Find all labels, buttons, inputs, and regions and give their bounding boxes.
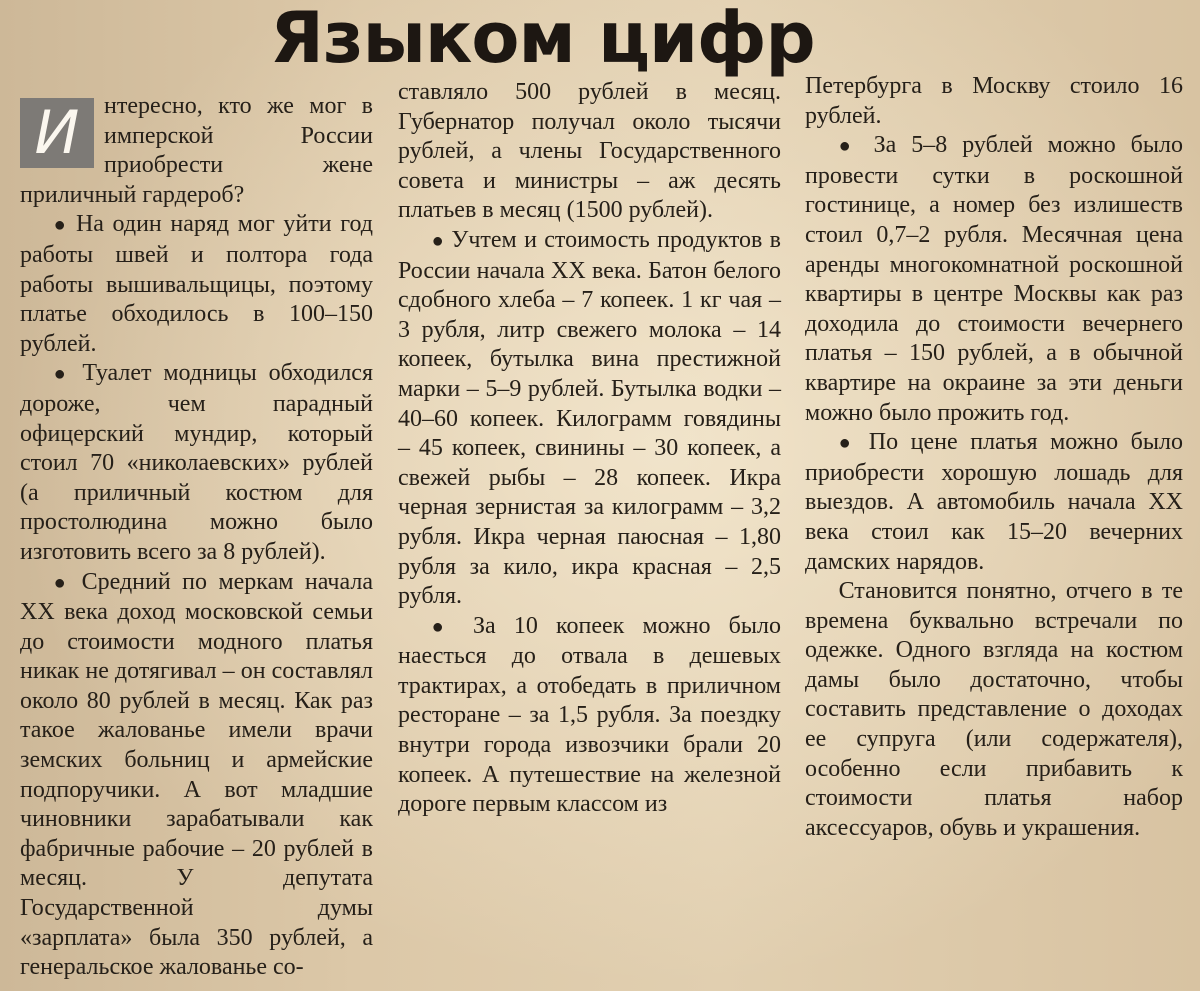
paragraph-hotel-rent: ● За 5–8 рублей можно было провести сутки в роскошной гостинице, а номер без излишеств стоил 0,7–2 рубля. Месячная цена аренды многокомнатной роскошной квартиры в центре Москвы как раз доходила до стоимости вечернего платья – 150 рублей, а в обычной квартире на окраине за эти деньги можно было прожить год. xyxy=(805,131,1183,428)
drop-cap: И xyxy=(20,98,94,168)
paragraph-conclusion: Становится понятно, отчего в те времена буквально встречали по одежке. Одного взгляда на костюм дамы было достаточно, чтобы составить представление о доходах ее супруга (или содержателя), особенно если прибавить к стоимости платья набор аксессуаров, обувь и украшения. xyxy=(805,578,1183,841)
paragraph-family-income: ● Средний по меркам начала XX века доход московской семьи до стоимости модного платья никак не дотягивал – он составлял около 80 рублей в месяц. Как раз такое жалованье имели врачи земских больниц и армейские подпоручики. А вот младшие чиновники зарабатывали как фабричные рабочие – 20 рублей в месяц. У депутата Государственной думы «зарплата» была 350 рублей, а генеральское жалованье со- xyxy=(20,568,373,983)
article-column-2 xyxy=(398,78,781,820)
article-column-1 xyxy=(20,92,373,983)
article-headline: Языком цифр xyxy=(270,0,815,79)
paragraph-dress-cost: ● На один наряд мог уйти год работы швей и полтора года работы вышивальщицы, поэтому платье обходилось в 100–150 рублей. xyxy=(20,210,373,359)
paragraph-train-fare: Петербурга в Москву стоило 16 рублей. xyxy=(805,73,1183,129)
paragraph-food-prices: ● Учтем и стоимость продуктов в России начала XX века. Батон белого сдобного хлеба – 7 копеек. 1 кг чая – 3 рубля, литр свежего молока – 14 копеек, бутылка вина престижной марки – 5–9 рублей. Бутылка водки – 40–60 копеек. Килограмм говядины – 45 копеек, свинины – 30 копеек, а свежей рыбы – 28 копеек. Икра черная зернистая за килограмм – 3,2 рубля. Икра черная паюсная – 1,80 рубля за кило, икра красная – 2,5 рубля. xyxy=(398,226,781,612)
paragraph-horse-car: ● По цене платья можно было приобрести хорошую лошадь для выездов. А автомобиль начала XX века стоил как 15–20 вечерних дамских нарядов. xyxy=(805,428,1183,577)
paragraph-governor-salary: ставляло 500 рублей в месяц. Губернатор получал около тысячи рублей, а члены Государственного совета и министры – аж десять платьев в месяц (1500 рублей). xyxy=(398,79,781,224)
article-column-3 xyxy=(805,72,1183,843)
intro-paragraph: нтересно, кто же мог в имперской России приобрести жене приличный гардероб? xyxy=(20,93,373,208)
paragraph-taverns-travel: ● За 10 копеек можно было наесться до отвала в дешевых трактирах, а отобедать в приличном ресторане – за 1,5 рубля. За поездку внутри города извозчики брали 20 копеек. А путешествие на железной дороге первым классом из xyxy=(398,612,781,820)
paragraph-officer-uniform: ● Туалет модницы обходился дороже, чем парадный офицерский мундир, который стоил 70 «николаевских» рублей (а приличный костюм для простолюдина можно было изготовить всего за 8 рублей). xyxy=(20,359,373,567)
